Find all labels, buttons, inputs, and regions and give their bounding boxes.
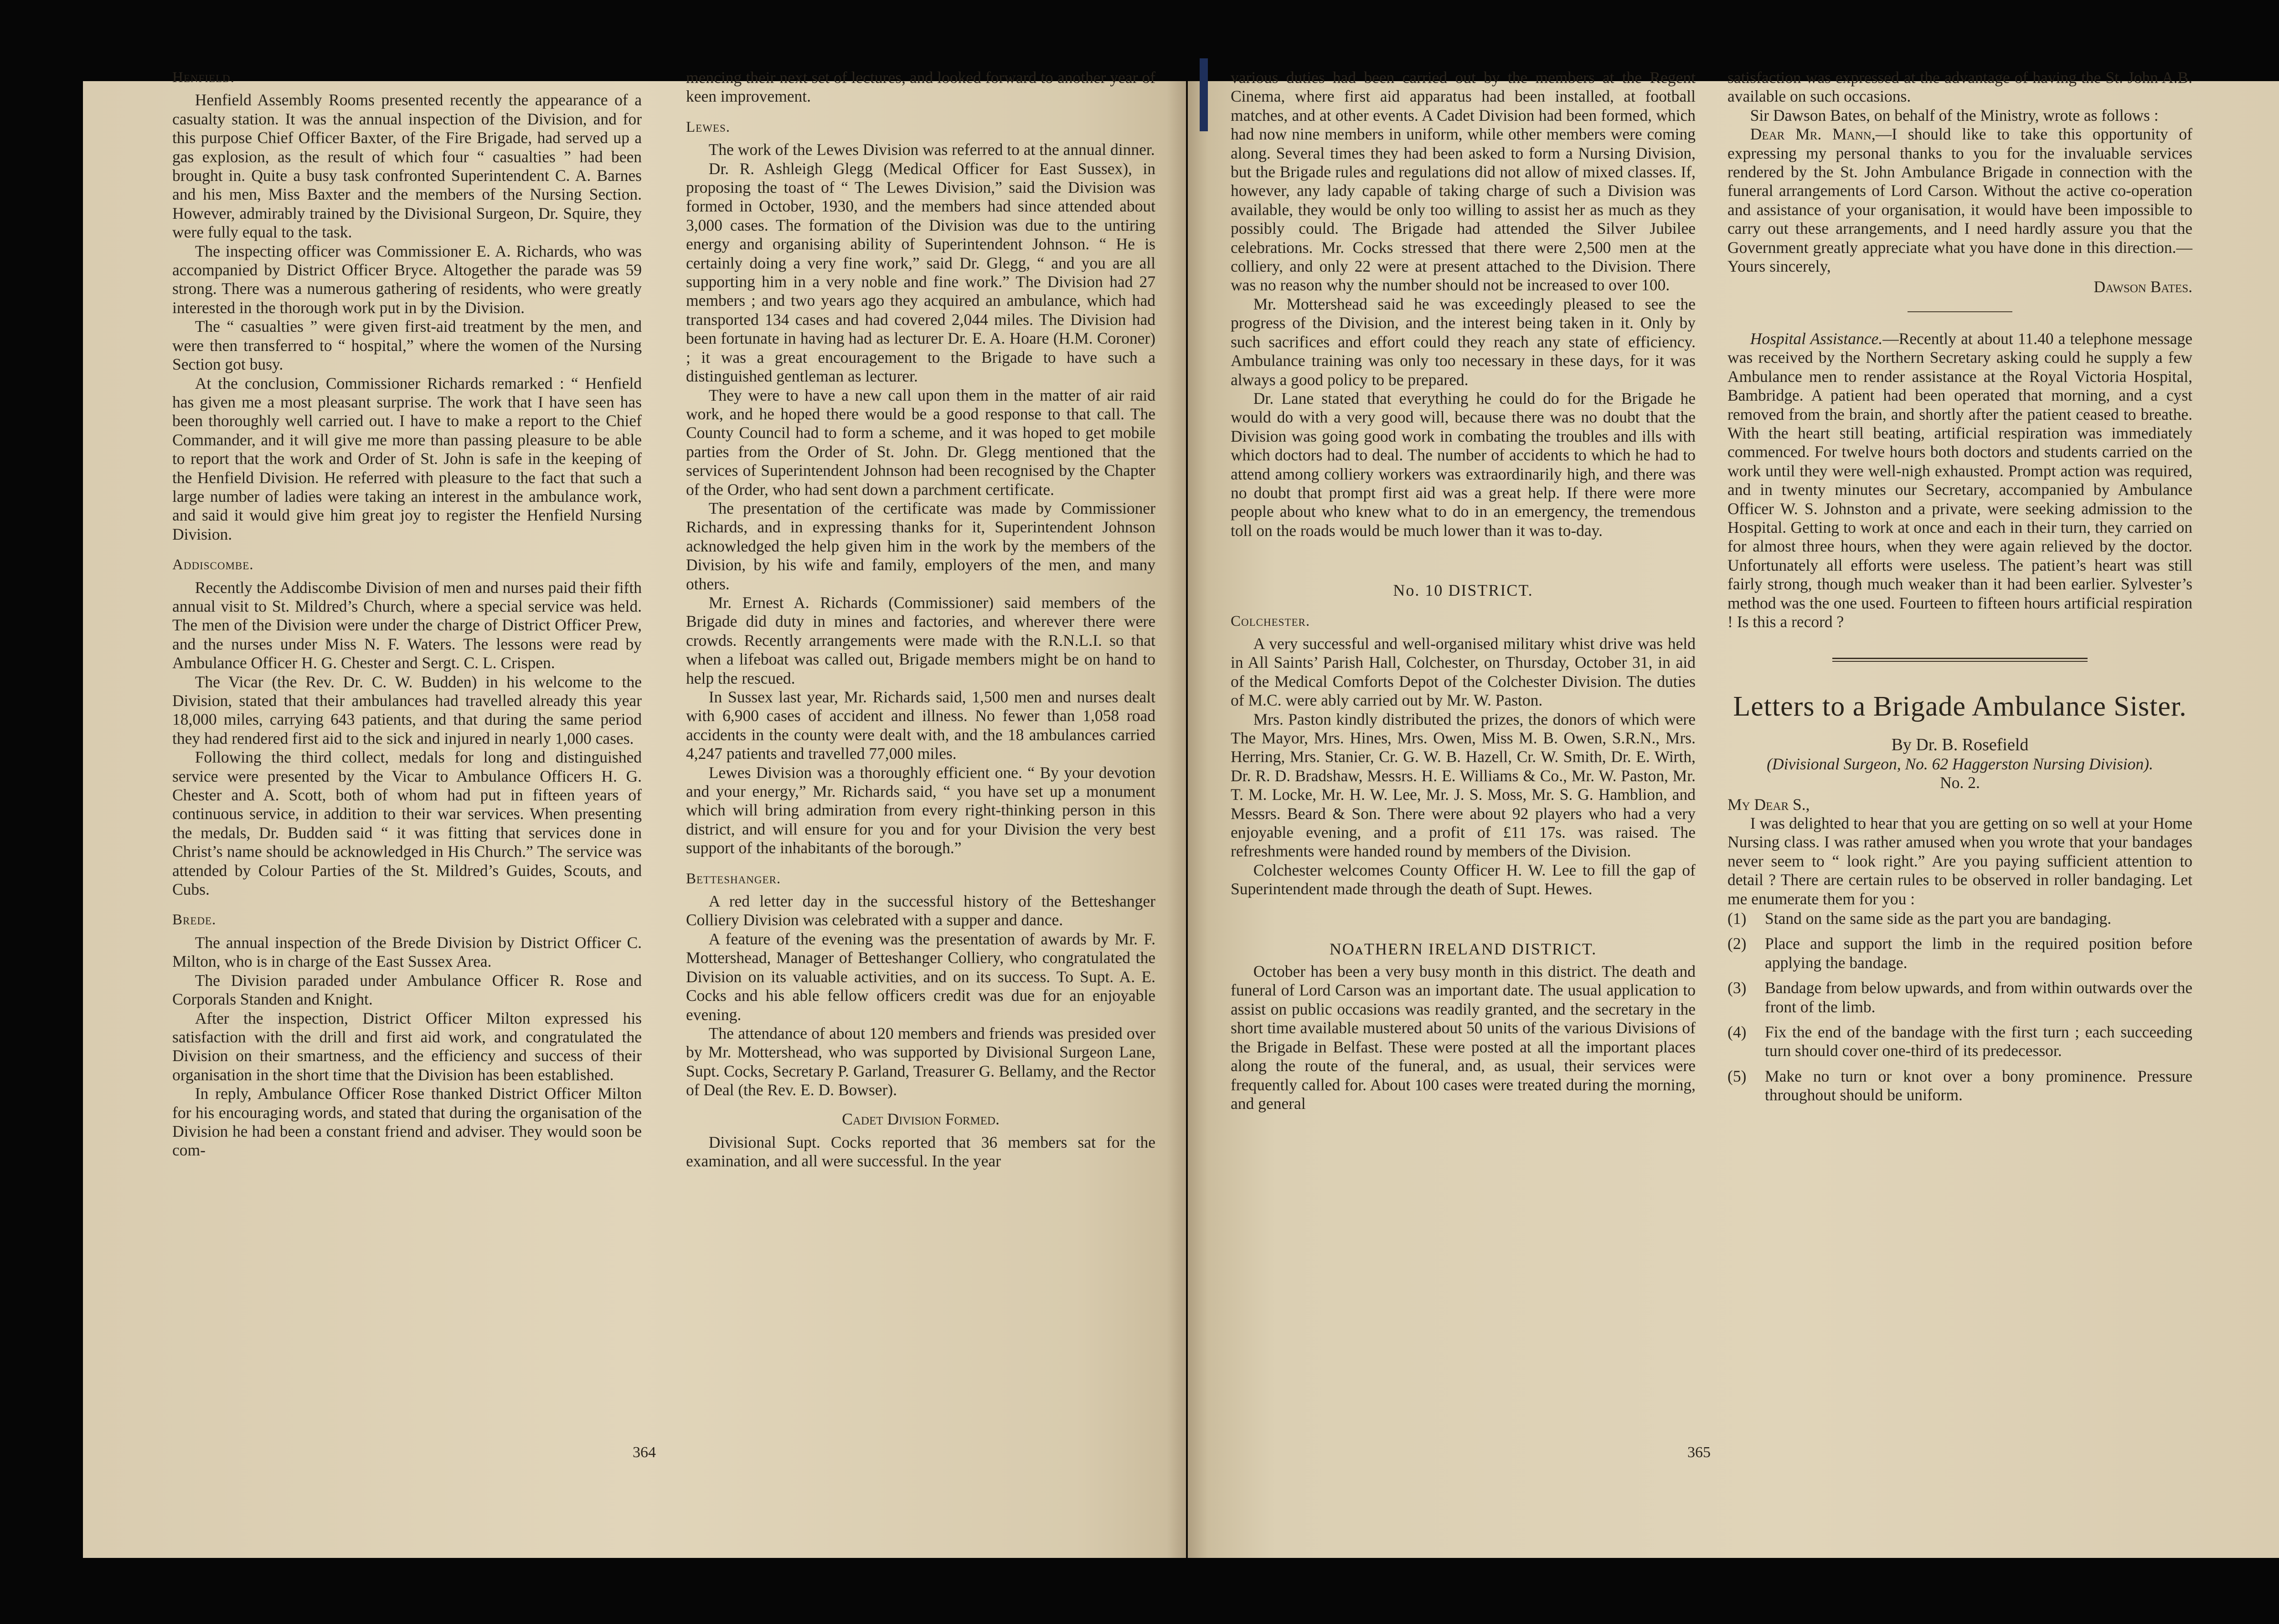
section-heading: Colchester. (1231, 613, 1310, 629)
list-number: (5) (1727, 1067, 1747, 1085)
paragraph: Lewes Division was a thoroughly efficient one. “ By your devotion and your energy,” Mr. Richards said, “ you have set up a monument which will bring admiration from every right-thinking person in this district, and will ensure for you and for your Division the very best support of the inhabitants of the borough.” (686, 763, 1155, 857)
paragraph: Divisional Supt. Cocks reported that 36 members sat for the examination, and all were successful. In the year (686, 1133, 1155, 1170)
list-item (1727, 979, 2192, 1016)
list-text: Make no turn or knot over a bony prominence. Pressure throughout should be uniform. (1765, 1067, 2192, 1104)
section-heading: Lewes. (686, 119, 731, 135)
paragraph: Mrs. Paston kindly distributed the prizes, the donors of which were The Mayor, Mrs. Hines, Mrs. Owen, Miss M. B. Owen, S.R.N., Mrs. Herring, Mrs. Stanier, Cr. G. W. B. Hazell, Cr. W. Smith, Dr. E. Wirth, Dr. R. D. Bradshaw, Messrs. H. E. Williams & Co., Mr. W. Paston, Mr. T. M. Locke, Mr. H. W. Lee, Mr. J. S. Moss, Mr. S. G. Hamblion, and Messrs. Beard & Son. There were about 92 players who had a very enjoyable evening, and a profit of £11 17s. was raised. The refreshments were handed round by members of the Division. (1231, 710, 1696, 861)
byline: By Dr. B. Rosefield (1891, 735, 2029, 755)
list-number: (4) (1727, 1023, 1747, 1041)
byline-detail: (Divisional Surgeon, No. 62 Haggerston Nursing Division). (1767, 754, 2153, 773)
paragraph: In reply, Ambulance Officer Rose thanked District Officer Milton for his encouraging words, and stated that during the organisation of the Division he had been a constant friend and adviser. They would soon be com- (172, 1084, 642, 1160)
list-number: (1) (1727, 909, 1747, 928)
district-heading: NOᴀTHERN IRELAND DISTRICT. (1329, 939, 1597, 958)
paragraph: In Sussex last year, Mr. Richards said, 1,500 men and nurses dealt with 6,900 cases of accident and illness. No fewer than 1,058 road accidents in the county were dealt with, and the 18 ambulances carried 4,247 patients and travelled 77,000 miles. (686, 688, 1155, 763)
paragraph: The “ casualties ” were given first-aid treatment by the men, and were then transferred to “ hospital,” where the women of the Nursing Section got busy. (172, 317, 642, 374)
letter-number: No. 2. (1940, 773, 1980, 792)
paragraph: October has been a very busy month in this district. The death and funeral of Lord Carson was an important date. The usual application to assist on public occasions was readily granted, and the secretary in the short time available mustered about 50 units of the various Divisions of the Brigade in Belfast. These were posted at all the important places along the route of the funeral, and, as usual, their services were frequently called for. About 100 cases were treated during the morning, and general (1231, 962, 1696, 1113)
article-headline: Letters to a Brigade Ambulance Sister. (1733, 691, 2187, 722)
list-item (1727, 934, 2192, 972)
book-spine (1167, 81, 1208, 1558)
paragraph: I was delighted to hear that you are getting on so well at your Home Nursing class. I was rather amused when you wrote that your bandages never seem to “ look right.” Are you paying sufficient attention to detail ? There are certain rules to be observed in roller bandaging. Let me enumerate them for you : (1727, 814, 2192, 908)
paragraph: Colchester welcomes County Officer H. W. Lee to fill the gap of Superintendent made through the death of Supt. Hewes. (1231, 861, 1696, 898)
letter-body: —I should like to take this opportunity of expressing my personal thanks to you for the invaluable services rendered by the St. John Ambulance Brigade in connection with the funeral arrangements of Lord Carson. Without the active co-operation and assistance of your organisation, it would have been impossible to carry out these arrangements, and I need hardly assure you that the Government greatly appreciate what you have done in this direction.—Yours sincerely, (1727, 125, 2192, 276)
left-column-1 (172, 68, 642, 1160)
paragraph: various duties had been carried out by the members at the Regent Cinema, where first aid apparatus had been installed, at football matches, and at other events. A Cadet Division had been formed, which had now nine members in uniform, while other members were coming along. Several times they had been asked to form a Nursing Division, but the Brigade rules and regulations did not allow of mixed classes. If, however, any lady capable of taking charge of such a Division was available, they would be only too willing to assist her as much as they possibly could. The Brigade had attended the Silver Jubilee celebrations. Mr. Cocks stressed that there were 2,500 men at the colliery, and only 22 were at present attached to the Division. There was no reason why the number should not be increased to over 100. (1231, 68, 1696, 294)
paragraph: Dr. R. Ashleigh Glegg (Medical Officer for East Sussex), in proposing the toast of “ The Lewes Division,” said the Division was formed in October, 1930, and the members had since attended about 3,000 cases. The formation of the Division was due to the untiring energy and organising ability of Superintendent Johnson. “ He is certainly doing a very fine work,” said Dr. Glegg, “ and you are all supporting him in a very noble and fine work.” The Division had 27 members ; and two years ago they acquired an ambulance, which had transported 134 cases and had covered 2,044 miles. The Division had been fortunate in having had as lecturer Dr. E. A. Hoare (H.M. Coroner) ; it was a great encouragement to the Brigade to have such a distinguished gentleman as lecturer. (686, 159, 1155, 386)
list-item (1727, 1067, 2192, 1105)
list-text: Bandage from below upwards, and from within outwards over the front of the limb. (1765, 979, 2192, 1016)
left-column-2 (686, 68, 1155, 1171)
list-item (1727, 909, 2192, 928)
paragraph: The work of the Lewes Division was referred to at the annual dinner. (708, 140, 1155, 159)
list-text: Stand on the same side as the part you are bandaging. (1765, 909, 2112, 928)
paragraph: satisfaction was expressed at the advantage of having the St. John A.B. available on such occasions. (1727, 68, 2192, 106)
letter-paragraph (1727, 125, 2192, 276)
paragraph-body: —Recently at about 11.40 a telephone message was received by the Northern Secretary asking could he supply a few Ambulance men to render assistance at the Royal Victoria Hospital, Bambridge. A patient had been operated that morning, and a cyst removed from the brain, and shortly after the patient ceased to breathe. With the heart still beating, artificial respiration was immediately commenced. For twelve hours both doctors and students carried on the work until they were well-nigh exhausted. Prompt action was required, and in twenty minutes our Secretary, accompanied by Ambulance Officer W. S. Johnston and a private, were seeking admission to the Hospital. Getting to work at once and each in their turn, they carried on for almost three hours, when they were again relieved by the doctor. Unfortunately all efforts were useless. The patient’s heart was still fairly strong, though much weaker than it had been earlier. Sylvester’s method was the one used. Fourteen to fifteen hours artificial respiration ! Is this a record ? (1727, 329, 2192, 631)
paragraph: A feature of the evening was the presentation of awards by Mr. F. Mottershead, Manager of Betteshanger Colliery, who congratulated the Division on its valuable activities, and on its success. To Supt. A. E. Cocks and his able fellow officers credit was due for an enjoyable evening. (686, 929, 1155, 1024)
paragraph: Following the third collect, medals for long and distinguished service were presented by the Vicar to Ambulance Officers H. G. Chester and A. Scott, both of whom had put in fifteen years of continuous service, in addition to their war services. When presenting the medals, Dr. Budden said “ it was fitting that services done in Christ’s name should be acknowledged in His Church.” The service was attended by Colour Parties of the St. Mildred’s Guides, Scouts, and Cubs. (172, 748, 642, 899)
letter-salutation: Dear Mr. Mann, (1750, 125, 1876, 144)
paragraph: The Vicar (the Rev. Dr. C. W. Budden) in his welcome to the Division, stated that their ambulances had travelled already this year 18,000 miles, carrying 643 patients, and that during the same period they had rendered first aid to the sick and injured in nearly 1,000 cases. (172, 672, 642, 748)
paragraph: Mr. Ernest A. Richards (Commissioner) said members of the Brigade did duty in mines and factories, and wherever there were crowds. Recently arrangements were made with the R.N.L.I. so that when a lifeboat was called out, Brigade members might be on hand to help the rescued. (686, 593, 1155, 687)
list-item (1727, 1023, 2192, 1061)
paragraph-lead: Hospital Assistance. (1750, 329, 1883, 348)
paragraph: A red letter day in the successful history of the Betteshanger Colliery Division was celebrated with a supper and dance. (686, 892, 1155, 929)
signature: Dawson Bates. (2093, 278, 2192, 296)
section-heading: Cadet Division Formed. (842, 1109, 1000, 1128)
paragraph: Henfield Assembly Rooms presented recently the appearance of a casualty station. It was the annual inspection of the Division, and for this purpose Chief Officer Baxter, of the Fire Brigade, had served up a gas explosion, as the result of which four “ casualties ” had been brought in. Quite a busy task confronted Superintendent C. A. Barnes and his men, Miss Baxter and the members of the Nursing Section. However, admirably trained by the Divisional Surgeon, Dr. Squire, they were fully equal to the task. (172, 91, 642, 242)
binding-edge (1200, 58, 1208, 131)
list-text: Fix the end of the bandage with the first turn ; each succeeding turn should cover one-third of its predecessor. (1765, 1023, 2192, 1060)
divider (1908, 311, 2012, 312)
section-heading: Brede. (172, 912, 217, 928)
paragraph: mencing their next set of lectures, and looked forward to another year of keen improvement. (686, 68, 1155, 106)
salutation: My Dear S., (1727, 795, 1810, 814)
paragraph: The Division paraded under Ambulance Officer R. Rose and Corporals Standen and Knight. (172, 971, 642, 1009)
page-number: 365 (1687, 1444, 1711, 1461)
rules-list (1727, 909, 2192, 1105)
paragraph: After the inspection, District Officer Milton expressed his satisfaction with the drill and first aid work, and congratulated the Division on their smartness, and the efficiency and success of their organisation in the short time that the Division has been established. (172, 1009, 642, 1084)
right-column-2 (1727, 68, 2192, 1111)
list-number: (2) (1727, 934, 1747, 953)
paragraph: The inspecting officer was Commissioner E. A. Richards, who was accompanied by District Officer Bryce. Altogether the parade was 59 strong. There was a numerous gathering of residents, who were greatly interested in the thorough work put in by the Division. (172, 242, 642, 317)
paragraph: The attendance of about 120 members and friends was presided over by Mr. Mottershead, who was supported by Divisional Surgeon Lane, Supt. Cocks, Secretary P. Garland, Treasurer G. Bellamy, and the Rector of Deal (the Rev. E. D. Bowser). (686, 1024, 1155, 1099)
paragraph: At the conclusion, Commissioner Richards remarked : “ Henfield has given me a most pleasant surprise. The work that I have seen has been thoroughly well carried out. I have to make a report to the Chief Commander, and it will give me more than passing pleasure to be able to report that the work and Order of St. John is safe in the keeping of the Henfield Division. He referred with pleasure to the fact that such a large number of ladies were taking an interest in the ambulance work, and said it would give him great joy to register the Henfield Nursing Division. (172, 374, 642, 543)
paragraph: Dr. Lane stated that everything he could do for the Brigade he would do with a very good will, because there was no doubt that the Division was going good work in combating the troubles and ills with which doctors had to deal. The number of accidents to which he had to attend among colliery workers was extraordinarily high, and there was no doubt that prompt first aid was a great help. If there were more people about who knew what to do in an emergency, the tremendous toll on the roads would be much lower than it was to-day. (1231, 389, 1696, 540)
section-heading: Henfield. (172, 69, 235, 86)
paragraph: The annual inspection of the Brede Division by District Officer C. Milton, who is in charge of the East Sussex Area. (172, 933, 642, 971)
paragraph: Sir Dawson Bates, on behalf of the Ministry, wrote as follows : (1750, 106, 2159, 124)
paragraph: Mr. Mottershead said he was exceedingly pleased to see the progress of the Division, and the interest being taken in it. Only by such sacrifices and effort could they reach any state of efficiency. Ambulance training was only too necessary in these days, for it was always a good policy to be prepared. (1231, 294, 1696, 389)
paragraph: They were to have a new call upon them in the matter of air raid work, and he hoped there would be a good response to that call. The County Council had to form a scheme, and it was hoped to get mobile parties from the Order of St. John. Dr. Glegg mentioned that the services of Superintendent Johnson had been recognised by the Chapter of the Order, who had sent down a parchment certificate. (686, 386, 1155, 499)
list-text: Place and support the limb in the required position before applying the bandage. (1765, 934, 2192, 972)
paragraph: A very successful and well-organised military whist drive was held in All Saints’ Parish Hall, Colchester, on Thursday, October 31, in aid of the Medical Comforts Depot of the Colchester Division. The duties of M.C. were ably carried out by Mr. W. Paston. (1231, 634, 1696, 710)
section-heading: Addiscombe. (172, 557, 254, 573)
paragraph (1727, 330, 2192, 632)
district-heading: No. 10 DISTRICT. (1393, 581, 1533, 600)
paragraph: The presentation of the certificate was made by Commissioner Richards, and in expressing thanks for it, Superintendent Johnson acknowledged the help given him in the work by the members of the Division, by his wife and family, employers of the men, and many others. (686, 499, 1155, 593)
right-column-1 (1231, 68, 1696, 1113)
section-heading: Betteshanger. (686, 870, 781, 887)
double-divider (1832, 658, 2088, 662)
paragraph: Recently the Addiscombe Division of men and nurses paid their fifth annual visit to St. Mildred’s Church, where a special service was held. The men of the Division were under the charge of District Officer Prew, and the nurses under Miss N. F. Waters. The lessons were read by Ambulance Officer H. G. Chester and Sergt. C. L. Crispen. (172, 578, 642, 672)
list-number: (3) (1727, 979, 1747, 997)
page-number: 364 (633, 1444, 656, 1461)
